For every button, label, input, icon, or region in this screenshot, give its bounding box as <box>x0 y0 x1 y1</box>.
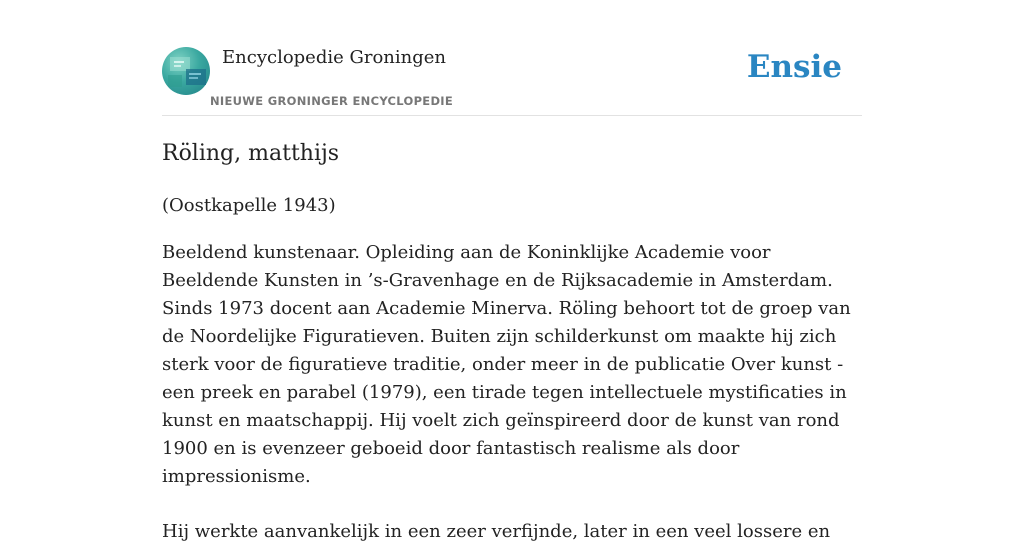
site-title[interactable]: Encyclopedie Groningen <box>222 47 447 68</box>
ensie-brand-link[interactable]: Ensie <box>746 49 842 85</box>
site-header <box>162 45 862 115</box>
header-divider <box>162 115 862 116</box>
article-title: Röling, matthijs <box>162 141 340 166</box>
article <box>162 136 862 546</box>
article-paragraph: Beeldend kunstenaar. Opleiding aan de Koninklijke Academie voor Beeldende Kunsten in ’s-Gravenhage en de Rijksacademie in Amsterdam. Sinds 1973 docent aan Academie Minerva. Röling behoort tot de groep van de Noordelijke Figuratieven. Buiten zijn schilderkunst om maakte hij zich sterk voor de figuratieve traditie, onder meer in de publicatie Over kunst - een preek en parabel (1979), een tirade tegen intellectuele mystificaties in kunst en maatschappij. Hij voelt zich geïnspireerd door de kunst van rond 1900 en is evenzeer geboeid door fantastisch realisme als door impressionisme. <box>162 242 851 487</box>
site-logo-icon[interactable] <box>162 47 210 95</box>
article-meta: (Oostkapelle 1943) <box>162 195 336 216</box>
article-paragraph: Hij werkte aanvankelijk in een zeer verfijnde, later in een veel lossere en <box>162 521 831 542</box>
site-subtitle: NIEUWE GRONINGER ENCYCLOPEDIE <box>210 94 454 108</box>
